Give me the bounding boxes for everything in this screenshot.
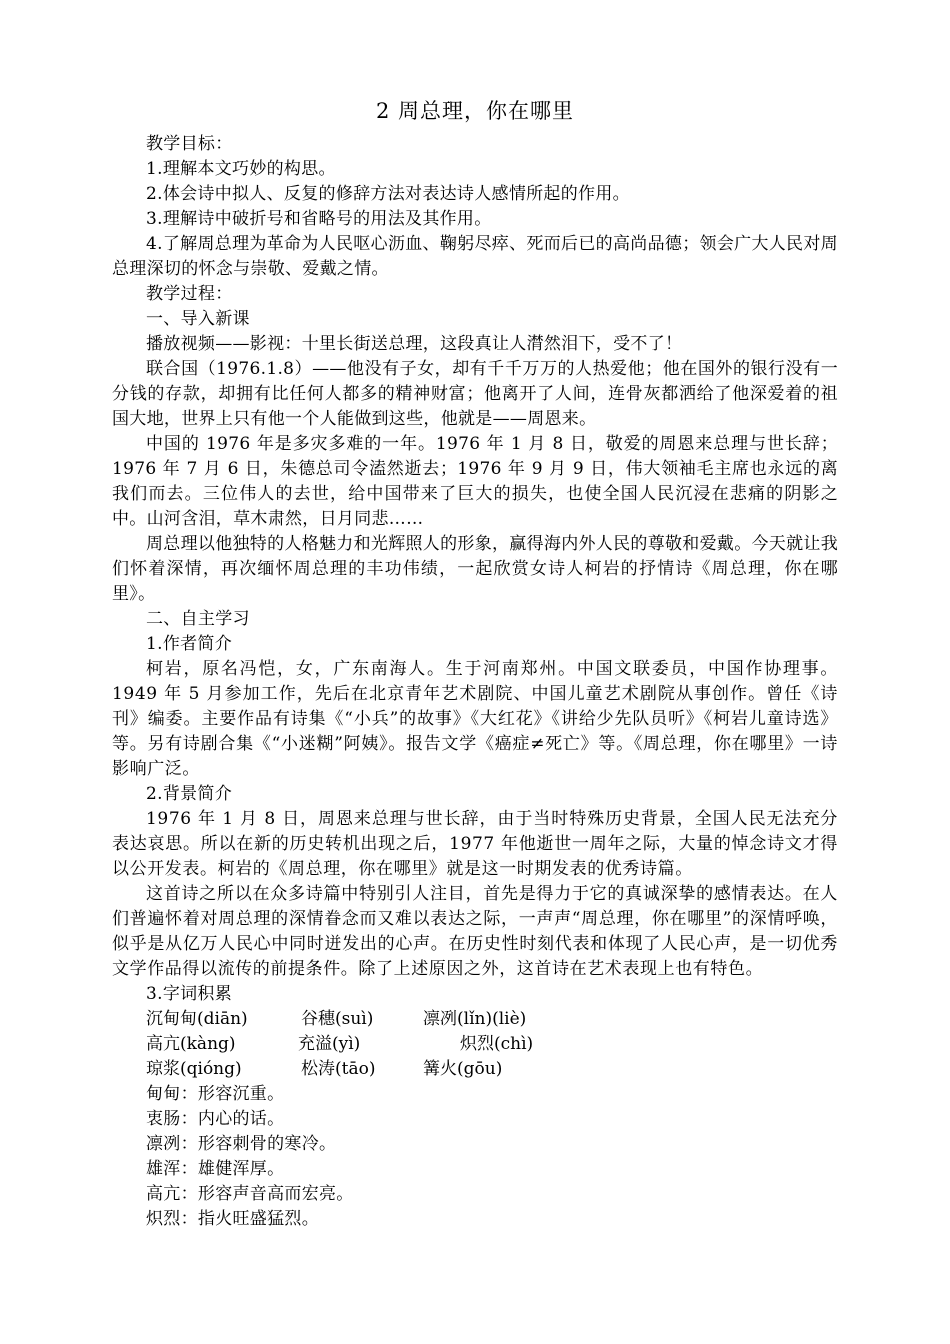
goal-item-4: 4.了解周总理为革命为人民呕心沥血、鞠躬尽瘁、死而后已的高尚品德；领会广大人民对周总理深切的怀念与崇敬、爱戴之情。 bbox=[112, 234, 838, 279]
vocab-row-1 bbox=[112, 1007, 838, 1032]
vocab-word: 炽烈(chì) bbox=[460, 1034, 534, 1054]
vocab-word: 松涛(tāo) bbox=[301, 1059, 376, 1079]
background-heading: 2.背景简介 bbox=[146, 784, 233, 804]
section-heading-self-study: 二、自主学习 bbox=[146, 609, 250, 629]
paragraph-premier: 周总理以他独特的人格魅力和光辉照人的形象，赢得海内外人民的尊敬和爱戴。今天就让我们怀着深情，再次缅怀周总理的丰功伟绩，一起欣赏女诗人柯岩的抒情诗《周总理，你在哪里》。 bbox=[112, 534, 838, 604]
document-title: 2 周总理，你在哪里 bbox=[375, 99, 575, 123]
vocab-word: 篝火(gōu) bbox=[423, 1059, 503, 1079]
author-intro-text: 柯岩，原名冯恺，女，广东南海人。生于河南郑州。中国文联委员，中国作协理事。1949 年 5 月参加工作，先后在北京青年艺术剧院、中国儿童艺术剧院从事创作。曾任《诗刊》编委。主要作品有诗集《“小兵”的故事》《大红花》《讲给少先队员听》《柯岩儿童诗选》等。另有诗剧合集《“小迷糊”阿姨》。报告文学《癌症≠死亡》等。《周总理，你在哪里》一诗影响广泛。 bbox=[112, 659, 838, 779]
definition-item: 凛冽：形容刺骨的寒冷。 bbox=[146, 1134, 337, 1154]
vocab-word: 凛冽(lǐn)(liè) bbox=[423, 1009, 527, 1029]
background-paragraph-2: 这首诗之所以在众多诗篇中特别引人注目，首先是得力于它的真诚深挚的感情表达。在人们普遍怀着对周总理的深情眷念而又难以表达之际，一声声“周总理，你在哪里”的深情呼唤，似乎是从亿万人民心中同时迸发出的心声。在历史性时刻代表和体现了人民心声，是一切优秀文学作品得以流传的前提条件。除了上述原因之外，这首诗在艺术表现上也有特色。 bbox=[112, 884, 838, 979]
vocab-word: 沉甸甸(diān) bbox=[146, 1009, 248, 1029]
background-paragraph-1: 1976 年 1 月 8 日，周恩来总理与世长辞，由于当时特殊历史背景，全国人民无法充分表达哀思。所以在新的历史转机出现之后，1977 年他逝世一周年之际，大量的悼念诗文才得以公开发表。柯岩的《周总理，你在哪里》就是这一时期发表的优秀诗篇。 bbox=[112, 809, 838, 879]
paragraph-1976: 中国的 1976 年是多灾多难的一年。1976 年 1 月 8 日，敬爱的周恩来总理与世长辞；1976 年 7 月 6 日，朱德总司令溘然逝去；1976 年 9 月 9 日，伟大领袖毛主席也永远的离我们而去。三位伟人的去世，给中国带来了巨大的损失，也使全国人民沉浸在悲痛的阴影之中。山河含泪，草木肃然，日月同悲…… bbox=[112, 434, 838, 529]
author-intro-heading: 1.作者简介 bbox=[146, 634, 233, 654]
definition-item: 甸甸：形容沉重。 bbox=[146, 1084, 285, 1104]
vocab-word: 琼浆(qióng) bbox=[146, 1059, 242, 1079]
vocab-word: 高亢(kàng) bbox=[146, 1034, 236, 1054]
definition-item: 高亢：形容声音高而宏亮。 bbox=[146, 1184, 354, 1204]
section-heading-intro: 一、导入新课 bbox=[146, 309, 250, 329]
goal-item-1: 1.理解本文巧妙的构思。 bbox=[146, 159, 336, 179]
teaching-process-heading: 教学过程： bbox=[146, 284, 233, 304]
vocab-word: 谷穗(suì) bbox=[301, 1009, 374, 1029]
vocab-row-2 bbox=[112, 1032, 838, 1057]
goal-item-3: 3.理解诗中破折号和省略号的用法及其作用。 bbox=[146, 209, 492, 229]
definition-item: 雄浑：雄健浑厚。 bbox=[146, 1159, 285, 1179]
vocab-word: 充溢(yì) bbox=[298, 1034, 361, 1054]
vocab-heading: 3.字词积累 bbox=[146, 984, 233, 1004]
paragraph-un: 联合国（1976.1.8）——他没有子女，却有千千万万的人热爱他；他在国外的银行没有一分钱的存款，却拥有比任何人都多的精神财富；他离开了人间，连骨灰都洒给了他深爱着的祖国大地，世界上只有他一个人能做到这些，他就是——周恩来。 bbox=[112, 359, 838, 429]
teaching-goals-heading: 教学目标： bbox=[146, 134, 233, 154]
definition-item: 炽烈：指火旺盛猛烈。 bbox=[146, 1209, 319, 1229]
vocab-row-3 bbox=[112, 1057, 838, 1082]
definition-item: 衷肠：内心的话。 bbox=[146, 1109, 285, 1129]
paragraph-video: 播放视频——影视：十里长街送总理，这段真让人潸然泪下，受不了！ bbox=[146, 334, 683, 354]
goal-item-2: 2.体会诗中拟人、反复的修辞方法对表达诗人感情所起的作用。 bbox=[146, 184, 630, 204]
document-page bbox=[112, 96, 838, 1232]
